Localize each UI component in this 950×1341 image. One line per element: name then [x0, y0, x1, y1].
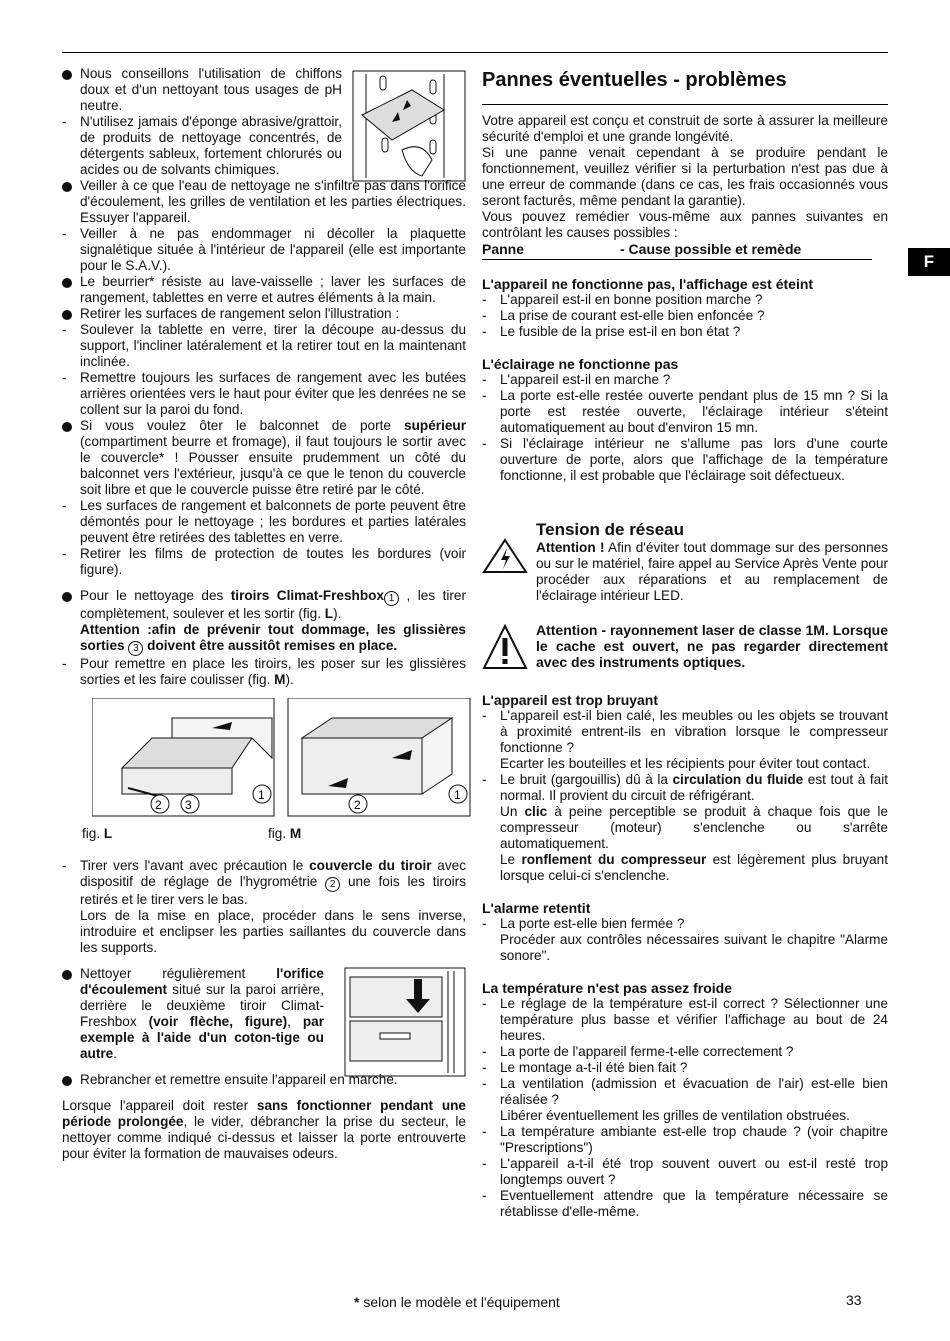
svg-text:2: 2 — [354, 798, 361, 812]
top-rule — [62, 52, 888, 53]
electric-hazard-icon — [482, 518, 528, 574]
drawer-cover-text: Tirer vers l'avant avec précaution le couvercle du tiroir avec dispositif de réglage de l'hygrométrie 2 une fois les tiroirs retirés et le tirer vers le bas. — [80, 858, 466, 907]
list-item: La porte est-elle bien fermée ? Procéder aux contrôles nécessaires suivant le chapitre "Alarme sonore". — [500, 916, 888, 963]
list-item: La porte de l'appareil ferme-t-elle correctement ? — [500, 1044, 794, 1059]
remove-shelves-text: Retirer les surfaces de rangement selon l'illustration : — [80, 306, 400, 321]
drawer-figures — [92, 698, 472, 818]
drain-text: Nettoyer régulièrement l'orifice d'écoulement situé sur la paroi arrière, derrière le deuxième tiroir Climat-Freshbox (voir flèche, figure), par exemple à l'aide d'un coton-tige ou autre. — [80, 966, 324, 1061]
protective-films-text: Retirer les films de protection de toutes les bordures (voir figure). — [80, 546, 466, 577]
list-item: La prise de courant est-elle bien enfoncée ? — [500, 308, 765, 323]
right-column: Pannes éventuelles - problèmes Votre appareil est conçu et construit de sorte à assurer la meilleure sécurité d'emploi et une grande longévité. Si une panne venait cependant à se produire pendant le fonctionnement, veuillez vérifier si la perturbation n'est pas due à une erreur de commande (dans ce cas, les frais occasionnés vous seront facturés, même pendant la garantie). Vous pouvez remédier vous-même aux pannes suivantes en contrôlant les causes possibles : Panne - Cause possible et remède L'appareil ne fonctionne pas, l'affichage est éteint - L'appareil est-il en bonne position marche ? - La prise de courant est-elle bien enfoncée ? - Le fusible de la prise est-il en bon état ? L'éclairage ne fonctionne pas - L'appareil est-il en marche ? - La porte est-elle restée ouverte pendant plus de 15 mn ? Si la porte est restée ouverte, l'éclairage intérieur s'éteint automatiquement au bout d'environ 15 mn. - Si l'éclairage intérieur ne s'allume pas lors d'une courte ouverture de porte, alors que l'affichage de la température fonctionne, il est probable que l'éclairage soit défectueux. Tension de réseau Attention ! Afin d'éviter tout dommage sur des personnes ou sur le matériel, faire appel au Service Après Vente pour procéder aux réparations et au remplacement de l'éclairage intérieur LED. Attention - rayonnement laser de classe 1M. Lorsque le cache est ouvert, ne pas regarder directement avec des instruments optiques. L'appareil est trop bruyant - L'appareil est-il bien calé, les meubles ou les objets se trouvant à proximité entrent-ils en vibration lorsque le compresseur fonctionne ? Ecarter les bouteilles et les récipients pour éviter tout contact. - Le bruit (gargouillis) dû à la circulation du fluide est tout à fait normal. Il provient du circuit de réfrigérant. Un clic à peine perceptible se produit à chaque fois que le compresseur (moteur) s'enclenche ou s'arrête automatiquement. Le ronflement du compresseur est légèrement plus bruyant lorsque celui-ci s'enclenche. L'alarme retentit - La porte est-elle bien fermée ? Procéder aux contrôles nécessaires suivant le chapitre "Alarme sonore". La température n'est pas assez froide - Le réglage de la température est-il correct ? Sélectionner une température plus basse et vérifier l'affichage au bout de 24 heures. - La porte de l'appareil ferme-t-elle correctement ? - Le montage a-t-il été bien fait ? - La ventilation (admission et évacuation de l'air) est-elle bien réalisée ? Libérer éventuellement les grilles de ventilation obstruées. - La température ambiante est-elle trop chaude ? (voir chapitre "Prescriptions") - L'appareil a-t-il été trop souvent ouvert ou est-il resté trop longtemps ouvert ? - Eventuellement attendre que la température nécessaire se rétablisse d'elle-même. — [482, 69, 889, 1219]
reassembly-text: Lors de la mise en place, procéder dans le sens inverse, introduire et enclipser les parties saillantes du couvercle dans les supports. — [80, 908, 466, 955]
section-noise: L'appareil est trop bruyant — [482, 692, 659, 708]
section-temperature: La température n'est pas assez froide — [482, 980, 732, 996]
page-title: Pannes éventuelles - problèmes — [482, 69, 787, 91]
list-item: Si l'éclairage intérieur ne s'allume pas lors d'une courte ouverture de porte, alors que l'affichage de la température fonctionne, il est probable que l'éclairage soit défectueux. — [500, 436, 888, 483]
list-item: L'appareil a-t-il été trop souvent ouvert ou est-il resté trop longtemps ouvert ? — [500, 1156, 888, 1187]
figure-captions — [82, 826, 466, 842]
list-item: La ventilation (admission et évacuation de l'air) est-elle bien réalisée ? Libérer éventuellement les grilles de ventilation obstruées. — [500, 1076, 888, 1123]
section-lighting: L'éclairage ne fonctionne pas — [482, 356, 679, 372]
svg-text:1: 1 — [258, 788, 265, 802]
freshbox-text: Pour le nettoyage des tiroirs Climat-Freshbox 1 , les tirer complètement, soulever et les sortir (fig. L). Attention :afin de prévenir tout dommage, les glissières sorties 3 doivent être aussitôt remises en place. — [80, 588, 466, 654]
abrasive-warning: N'utilisez jamais d'éponge abrasive/grattoir, de produits de nettoyage concentrés, de détergents sableux, fortement chlorurés ou acides ou de solvants chimiques. — [80, 114, 342, 177]
fig-l-caption: fig. L — [82, 826, 113, 841]
list-item: L'appareil est-il bien calé, les meubles ou les objets se trouvant à proximité entrent-ils en vibration lorsque le compresseur fonctionne ? Ecarter les bouteilles et les récipients pour éviter tout contact. — [500, 708, 888, 771]
list-item: Le montage a-t-il été bien fait ? — [500, 1060, 688, 1075]
list-item: La température ambiante est-elle trop chaude ? (voir chapitre "Prescriptions") — [500, 1124, 888, 1155]
glass-shelf-text: Soulever la tablette en verre, tirer la découpe au-dessus du support, l'incliner latéralement et la retirer tout en la maintenant inclinée. — [80, 322, 466, 369]
list-item: L'appareil est-il en bonne position marche ? — [500, 292, 763, 307]
replace-drawers-text: Pour remettre en place les tiroirs, les poser sur les glissières sorties et les faire coulisser (fig. M). — [80, 656, 466, 687]
list-item: L'appareil est-il en marche ? — [500, 372, 671, 387]
intro-2: Si une panne venait cependant à se produire pendant le fonctionnement, veuillez vérifier si la perturbation n'est pas due à une erreur de commande (dans ce cas, les frais occasionnés vous seront facturés, même pendant la garantie). — [482, 145, 888, 208]
refit-shelves-text: Remettre toujours les surfaces de rangement avec les butées arrières orientées vers le haut pour éviter que les denrées ne se collent sur la paroi du fond. — [80, 370, 466, 417]
list-item: La porte est-elle restée ouverte pendant plus de 15 mn ? Si la porte est restée ouverte, l'éclairage intérieur s'éteint automatiquement au bout d'environ 15 mn. — [500, 388, 888, 435]
svg-text:3: 3 — [185, 798, 192, 812]
warning-icon — [482, 622, 528, 672]
table-header: Panne - Cause possible et remède — [482, 241, 802, 257]
laser-text: Attention - rayonnement laser de classe 1M. Lorsque le cache est ouvert, ne pas regarder directement avec des instruments optiques. — [536, 622, 888, 670]
list-item: Le fusible de la prise est-il en bon état ? — [500, 324, 741, 339]
long-absence-text: Lorsque l'appareil doit rester sans fonctionner pendant une période prolongée, le vider, débrancher la prise du secteur, le nettoyer comme indiqué ci-dessus et laisser la porte entrouverte pour éviter la formation de mauvaises odeurs. — [62, 1098, 466, 1161]
page-number: 33 — [846, 1292, 862, 1308]
reconnect-text: Rebrancher et remettre ensuite l'appareil en marche. — [80, 1072, 398, 1087]
section-alarm: L'alarme retentit — [482, 900, 591, 916]
door-balcony-text: Si vous voulez ôter le balconnet de porte supérieur (compartiment beurre et fromage), il faut toujours le sortir avec le couvercle* ! Pousser ensuite prudemment un côté du balconnet vers l'extérieur, jusqu'à ce que le tenon du couvercle soit libre et que le couvercle puisse être retiré par le côté. — [80, 418, 466, 497]
tension-heading: Tension de réseau — [536, 520, 685, 539]
dismantle-text: Les surfaces de rangement et balconnets de porte peuvent être démontés pour le nettoyage ; les bordures et parties latérales peuvent être retirées des tablettes en verre. — [80, 498, 466, 545]
left-column: Nous conseillons l'utilisation de chiffons doux et d'un nettoyant tous usages de pH neutre. - N'utilisez jamais d'éponge abrasive/grattoir, de produits de nettoyage concentrés, de détergents sableux, fortement chlorurés ou acides ou de solvants chimiques. Veiller à ce que l'eau de nettoyage ne s'infiltre pas dans l'orifice d'écoulement, les grilles de ventilation et les parties électriques. Essuyer l'appareil. - Veiller à ne pas endommager ni décoller la plaquette signalétique située à l'intérieur de l'appareil (elle est importante pour le S.A.V.). Le beurrier* résiste au lave-vaisselle ; laver les surfaces de rangement, tablettes en verre et autres éléments à la main. Retirer les surfaces de rangement selon l'illustration : - Soulever la tablette en verre, tirer la découpe au-dessus du support, l'incliner latéralement et la retirer tout en la maintenant inclinée. - Remettre toujours les surfaces de rangement avec les butées arrières orientées vers le haut pour éviter que les denrées ne se collent sur la paroi du fond. Si vous voulez ôter le balconnet de porte supérieur (compartiment beurre et fromage), il faut toujours le sortir avec le couvercle* ! Pousser ensuite prudemment un côté du balconnet vers l'extérieur, jusqu'à ce que le tenon du couvercle soit libre et que le couvercle puisse être retiré par le côté. - Les surfaces de rangement et balconnets de porte peuvent être démontés pour le nettoyage ; les bordures et parties latérales peuvent être retirées des tablettes en verre. - Retirer les films de protection de toutes les bordures (voir figure). Pour le nettoyage des tiroirs Climat-Freshbox 1 , les tirer complètement, soulever et les sortir (fig. L). Attention :afin de prévenir tout dommage, les glissières sorties 3 doivent être aussitôt remises en place. - Pour remettre en place les tiroirs, les poser sur les glissières sorties et les faire coulisser (fig. M). 2 3 1 2 1 fig. L fig. M - Tirer vers l'avant avec précaution le couvercle du tiroir avec dispositif de réglage de l'hygrométrie 2 une fois les tiroirs retirés et le tirer vers le bas. Lors de la mise en place, procéder dans le sens inverse, introduire et enclipser les parties saillantes du couvercle dans les supports. Nettoyer régulièrement l'orifice d'écoulement situé sur la paroi arrière, derrière le deuxième tiroir Climat-Freshbox (voir flèche, figure), par exemple à l'aide d'un coton-tige ou autre. Rebrancher et remettre ensuite l'appareil en marche. Lorsque l'appareil doit rester sans fonctionner pendant une période prolongée, le vider, débrancher la prise du secteur, le nettoyer comme indiqué ci-dessus et laisser la porte entrouverte pour éviter la formation de mauvaises odeurs. — [62, 66, 466, 1162]
intro-3: Vous pouvez remédier vous-même aux pannes suivantes en contrôlant les causes possibles : — [482, 209, 888, 240]
laser-warning — [482, 622, 888, 672]
fig-m-caption: fig. M — [268, 826, 302, 841]
plate-warning: Veiller à ne pas endommager ni décoller la plaquette signalétique située à l'intérieur de l'appareil (elle est importante pour le S.A.V.). — [80, 226, 466, 273]
water-warning: Veiller à ce que l'eau de nettoyage ne s'infiltre pas dans l'orifice d'écoulement, les grilles de ventilation et les parties électriques. Essuyer l'appareil. — [80, 178, 466, 225]
footer-note: * selon le modèle et l'équipement — [354, 1294, 560, 1310]
list-item: Eventuellement attendre que la température nécessaire se rétablisse d'elle-même. — [500, 1188, 888, 1219]
butter-dish-text: Le beurrier* résiste au lave-vaisselle ; laver les surfaces de rangement, tablettes en verre et autres éléments à la main. — [80, 274, 466, 305]
list-item: Le réglage de la température est-il correct ? Sélectionner une température plus basse et vérifier l'affichage au bout de 24 heures. — [500, 996, 888, 1043]
list-item: Le bruit (gargouillis) dû à la circulation du fluide est tout à fait normal. Il provient du circuit de réfrigérant. Un clic à peine perceptible se produit à chaque fois que le compresseur (moteur) s'enclenche ou s'arrête automatiquement. Le ronflement du compresseur est légèrement plus bruyant lorsque celui-ci s'enclenche. — [500, 772, 889, 883]
section-no-power: L'appareil ne fonctionne pas, l'affichage est éteint — [482, 276, 814, 292]
tension-text: Attention ! Afin d'éviter tout dommage sur des personnes ou sur le matériel, faire appel au Service Après Vente pour procéder aux réparations et au remplacement de l'éclairage intérieur LED. — [536, 540, 888, 603]
intro-1: Votre appareil est conçu et construit de sorte à assurer la meilleure sécurité d'emploi et une grande longévité. — [482, 113, 888, 144]
svg-text:1: 1 — [454, 788, 461, 802]
language-tab: F — [908, 248, 950, 276]
cleaning-advice: Nous conseillons l'utilisation de chiffons doux et d'un nettoyant tous usages de pH neutre. — [80, 66, 342, 113]
voltage-warning — [482, 518, 888, 604]
svg-text:2: 2 — [155, 798, 162, 812]
